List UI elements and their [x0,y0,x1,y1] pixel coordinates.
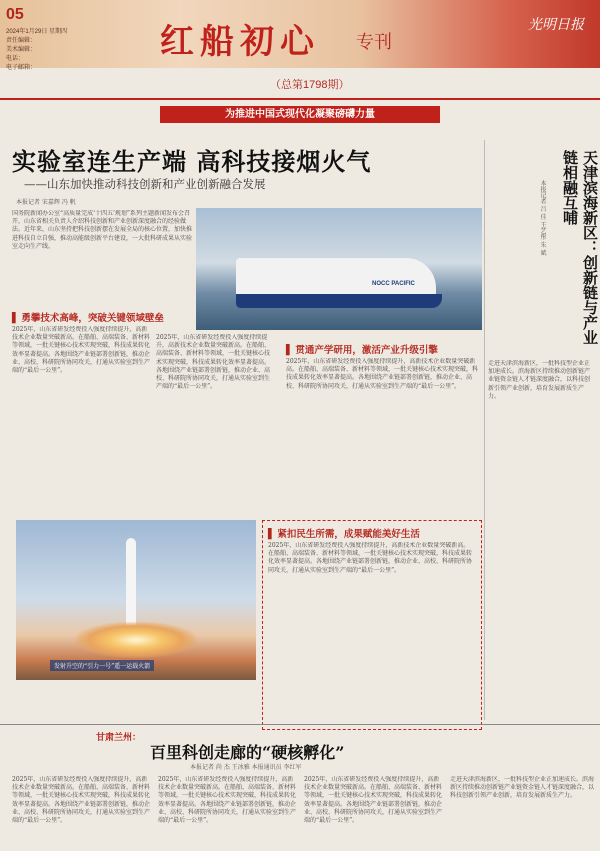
article-body-column: 2025年，山东省研发经费投入强度持续提升，高新技术企业数量突破新高。在船舶、高端装备、新材料等领域，一批关键核心技术实现突破，科技成果转化效率显著提高。各地围绕产业链部署创新链，推动企业、高校、科研院所协同攻关，打通从实验室到生产端的“最后一公里”。 [156,334,271,391]
theme-strip: 为推进中国式现代化凝聚磅礴力量 [160,106,440,123]
section-heading: ▌ 勇攀技术高峰，突破关键领域壁垒 [12,310,164,324]
lead-subheadline: ——山东加快推动科技创新和产业创新融合发展 [24,177,266,191]
article-body-column: 2025年，山东省研发经费投入强度持续提升，高新技术企业数量突破新高。在船舶、高端装备、新材料等领域，一批关键核心技术实现突破，科技成果转化效率显著提高。各地围绕产业链部署创新链，推动企业、高校、科研院所协同攻关，打通从实验室到生产端的“最后一公里”。 [12,326,151,375]
issue-number: （总第1798期） [270,79,350,91]
side-article-title: 天津滨海新区：创新链与产业链相融互哺 [561,150,599,345]
page-number: 05 [6,6,24,23]
bottom-body-column: 2025年，山东省研发经费投入强度持续提升，高新技术企业数量突破新高。在船舶、高端装备、新材料等领域，一批关键核心技术实现突破，科技成果转化效率显著提高。各地围绕产业链部署创新链，推动企业、高校、科研院所协同攻关，打通从实验室到生产端的“最后一公里”。 [12,776,151,825]
section-heading: ▌ 贯通产学研用，激活产业升级引擎 [286,342,438,356]
lead-paragraph: 国务院新闻办公室“高质量完成‘十四五’规划”系列主题新闻发布会召开，山东省相关负责人介绍科技创新和产业创新深度融合的经验做法。近年来，山东坚持把科技创新摆在发展全局的核心位置，加快推进科技自立自强，推动高能级创新平台建设，一大批科研成果从实验室走向生产线。 [12,210,192,250]
side-article-byline: 本报记者 吕 佳 王艺彤 朱 斌 [539,180,546,256]
supplement-title-suffix: 专刊 [356,32,392,53]
meta-line: 2024年1月29日 星期四 [6,29,68,35]
bottom-rule [0,724,600,725]
photo-caption: 发射升空的“引力一号”遥一运载火箭 [50,660,154,671]
article-body-column: 2025年，山东省研发经费投入强度持续提升，高新技术企业数量突破新高。在船舶、高端装备、新材料等领域，一批关键核心技术实现突破，科技成果转化效率显著提高。各地围绕产业链部署创新链，推动企业、高校、科研院所协同攻关，打通从实验室到生产端的“最后一公里”。 [268,542,473,574]
bottom-byline: 本报记者 尚 杰 王冰雅 本报通讯员 李红军 [190,764,302,771]
bottom-location-tag: 甘肃兰州： [96,733,142,743]
meta-line: 电子邮箱： [6,65,37,71]
meta-line: 美术编辑： [6,47,37,53]
side-article-body: 走进天津滨海新区，一批科技型企业正加速成长。滨海新区持续推动创新链产业链资金链人才链深度融合，以科技创新引领产业创新，培育发展新质生产力。 [488,360,591,400]
bottom-headline: 百里科创走廊的“硬核孵化” [150,743,345,762]
masthead-meta [6,28,67,73]
meta-line: 电话： [6,56,25,62]
rocket-flame [76,622,196,658]
article-body-column: 2025年，山东省研发经费投入强度持续提升，高新技术企业数量突破新高。在船舶、高端装备、新材料等领域，一批关键核心技术实现突破，科技成果转化效率显著提高。各地围绕产业链部署创新链，推动企业、高校、科研院所协同攻关，打通从实验室到生产端的“最后一公里”。 [286,358,479,390]
section-heading: ▌ 紧扣民生所需，成果赋能美好生活 [268,526,420,540]
ship-stripe [236,294,442,308]
supplement-title: 红船初心 [160,22,320,62]
newspaper-logo: 光明日报 [528,17,584,33]
header-rule [0,98,600,100]
ship-photo [196,208,482,330]
lead-byline: 本报记者 宋嘉辉 冯 帆 [16,199,76,206]
lead-headline: 实验室连生产端 高科技接烟火气 [12,147,372,176]
bottom-body-column: 2025年，山东省研发经费投入强度持续提升，高新技术企业数量突破新高。在船舶、高端装备、新材料等领域，一批关键核心技术实现突破，科技成果转化效率显著提高。各地围绕产业链部署创新链，推动企业、高校、科研院所协同攻关，打通从实验室到生产端的“最后一公里”。 [304,776,443,825]
bottom-body-column: 走进天津滨海新区，一批科技型企业正加速成长。滨海新区持续推动创新链产业链资金链人才链深度融合，以科技创新引领产业创新，培育发展新质生产力。 [450,776,594,800]
meta-line: 责任编辑： [6,38,37,44]
rocket-launch-photo [16,520,256,680]
ship-name-label: NOCC PACIFIC [372,281,415,287]
bottom-body-column: 2025年，山东省研发经费投入强度持续提升，高新技术企业数量突破新高。在船舶、高端装备、新材料等领域，一批关键核心技术实现突破，科技成果转化效率显著提高。各地围绕产业链部署创新链，推动企业、高校、科研院所协同攻关，打通从实验室到生产端的“最后一公里”。 [158,776,297,825]
column-divider [484,140,485,720]
rocket-body [126,538,136,626]
